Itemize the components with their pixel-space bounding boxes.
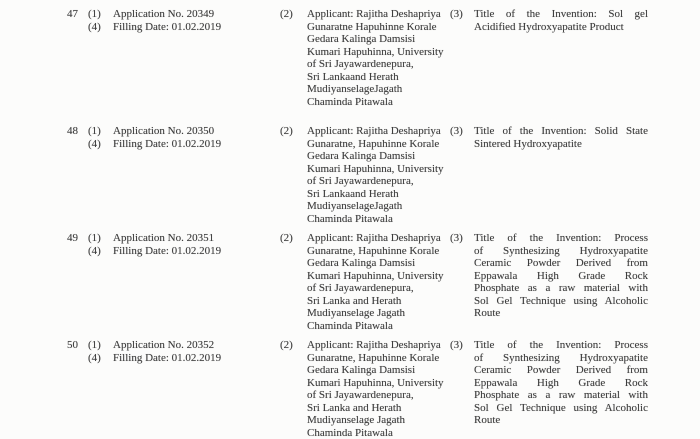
application-number-row (88, 125, 280, 138)
filing-date: Filling Date: 01.02.2019 (113, 20, 222, 33)
title-column (450, 125, 648, 150)
field-3-label: (3) (450, 232, 463, 244)
application-number: Application No. 20352 (113, 339, 215, 351)
filing-date-row (88, 245, 280, 258)
filing-date-row (88, 138, 280, 151)
field-2-label: (2) (280, 8, 293, 20)
field-2-label: (2) (280, 125, 293, 137)
field-4-label: (4) (88, 244, 101, 257)
field-4-label: (4) (88, 137, 101, 150)
applicant-column (280, 339, 450, 439)
applicant-text: Applicant: Rajitha Deshapriya Gunaratne Hapuhinne Korale Gedara Kalinga Damsisi Kumari Hapuhinna, University of Sri Jayawardenepura, Sri Lankaand Herath MudiyanselageJagath Chaminda Pitawala (307, 8, 444, 108)
field-4-label: (4) (88, 20, 101, 33)
application-entry (67, 8, 648, 108)
field-3-label: (3) (450, 125, 463, 137)
filing-date-row (88, 21, 280, 34)
application-entry (67, 232, 648, 332)
application-number: Application No. 20350 (113, 125, 215, 137)
application-number-row (88, 232, 280, 245)
filing-date-row (88, 352, 280, 365)
application-entry (67, 125, 648, 225)
field-1-label: (1) (88, 8, 101, 20)
applicant-text: Applicant: Rajitha Deshapriya Gunaratne, Hapuhinne Korale Gedara Kalinga Damsisi Kumari Hapuhinna, University of Sri Jayawardenepura, Sri Lanka and Herath Mudiyanselage Jagath Chaminda Pitawala (307, 339, 444, 439)
title-column (450, 232, 648, 320)
entry-number: 49 (67, 232, 78, 244)
applicant-column (280, 125, 450, 225)
application-number: Application No. 20349 (113, 8, 215, 20)
applicant-column (280, 232, 450, 332)
application-entry (67, 339, 648, 439)
title-column (450, 339, 648, 427)
application-number-row (88, 8, 280, 21)
field-1-label: (1) (88, 339, 101, 351)
application-number-row (88, 339, 280, 352)
applicant-text: Applicant: Rajitha Deshapriya Gunaratne, Hapuhinne Korale Gedara Kalinga Damsisi Kumari Hapuhinna, University of Sri Jayawardenepura, Sri Lankaand Herath MudiyanselageJagath Chaminda Pitawala (307, 125, 444, 225)
filing-date: Filling Date: 01.02.2019 (113, 351, 222, 364)
field-2-label: (2) (280, 339, 293, 351)
field-3-label: (3) (450, 8, 463, 20)
filing-date: Filling Date: 01.02.2019 (113, 137, 222, 150)
invention-title-text: Title of the Invention: Sol gel Acidified Hydroxyapatite Product (474, 8, 648, 33)
application-number: Application No. 20351 (113, 232, 215, 244)
title-column (450, 8, 648, 33)
application-info-column (88, 125, 280, 150)
entry-number: 47 (67, 8, 78, 20)
entry-number: 48 (67, 125, 78, 137)
applicant-text: Applicant: Rajitha Deshapriya Gunaratne, Hapuhinne Korale Gedara Kalinga Damsisi Kumari Hapuhinna, University of Sri Jayawardenepura, Sri Lanka and Herath Mudiyanselage Jagath Chaminda Pitawala (307, 232, 444, 332)
invention-title-text: Title of the Invention: Process of Synthesizing Hydroxyapatite Ceramic Powder Derived from Eppawala High Grade Rock Phosphate as a raw material with Sol Gel Technique using Alcoholic Route (474, 339, 648, 426)
field-1-label: (1) (88, 125, 101, 137)
application-info-column (88, 8, 280, 33)
field-2-label: (2) (280, 232, 293, 244)
field-1-label: (1) (88, 232, 101, 244)
field-4-label: (4) (88, 351, 101, 364)
filing-date: Filling Date: 01.02.2019 (113, 244, 222, 257)
application-info-column (88, 232, 280, 257)
field-3-label: (3) (450, 339, 463, 351)
invention-title-text: Title of the Invention: Process of Synthesizing Hydroxyapatite Ceramic Powder Derived from Eppawala High Grade Rock Phosphate as a raw material with Sol Gel Technique using Alcoholic Route (474, 232, 648, 319)
entry-number: 50 (67, 339, 78, 351)
application-info-column (88, 339, 280, 364)
invention-title-text: Title of the Invention: Solid State Sintered Hydroxyapatite (474, 125, 648, 150)
applicant-column (280, 8, 450, 108)
